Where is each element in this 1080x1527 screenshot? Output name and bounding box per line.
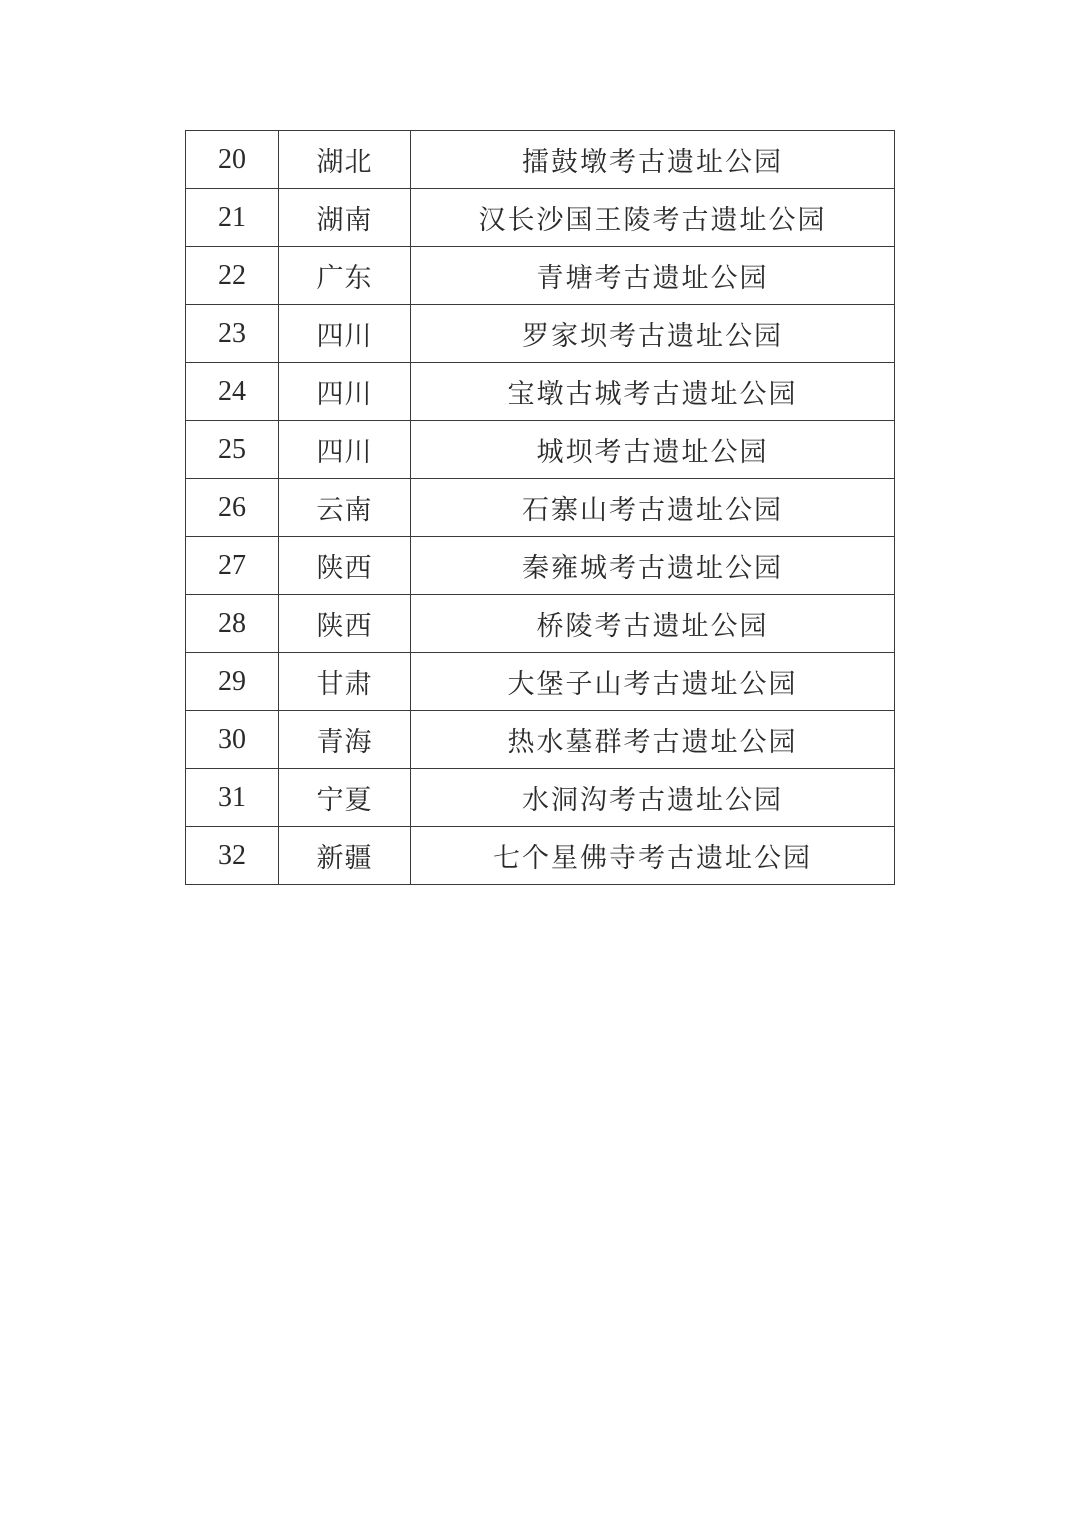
- table-row: [186, 769, 895, 827]
- province-cell: 湖南: [279, 189, 411, 247]
- park-name-cell: 宝墩古城考古遗址公园: [411, 363, 895, 421]
- park-name-cell: 汉长沙国王陵考古遗址公园: [411, 189, 895, 247]
- park-name-cell: 桥陵考古遗址公园: [411, 595, 895, 653]
- province-cell: 云南: [279, 479, 411, 537]
- province-cell: 四川: [279, 421, 411, 479]
- park-name-cell: 热水墓群考古遗址公园: [411, 711, 895, 769]
- row-number-cell: 25: [186, 421, 279, 479]
- park-name-cell: 秦雍城考古遗址公园: [411, 537, 895, 595]
- table-row: [186, 421, 895, 479]
- table-row: [186, 189, 895, 247]
- table-row: [186, 595, 895, 653]
- park-name-cell: 大堡子山考古遗址公园: [411, 653, 895, 711]
- table-body: [186, 131, 895, 885]
- table-row: [186, 479, 895, 537]
- row-number-cell: 28: [186, 595, 279, 653]
- row-number-cell: 20: [186, 131, 279, 189]
- table-row: [186, 247, 895, 305]
- park-name-cell: 城坝考古遗址公园: [411, 421, 895, 479]
- row-number-cell: 30: [186, 711, 279, 769]
- park-name-cell: 七个星佛寺考古遗址公园: [411, 827, 895, 885]
- province-cell: 四川: [279, 305, 411, 363]
- table-row: [186, 131, 895, 189]
- park-name-cell: 擂鼓墩考古遗址公园: [411, 131, 895, 189]
- park-name-cell: 罗家坝考古遗址公园: [411, 305, 895, 363]
- park-name-cell: 石寨山考古遗址公园: [411, 479, 895, 537]
- park-name-cell: 青塘考古遗址公园: [411, 247, 895, 305]
- province-cell: 甘肃: [279, 653, 411, 711]
- province-cell: 湖北: [279, 131, 411, 189]
- province-cell: 四川: [279, 363, 411, 421]
- province-cell: 陕西: [279, 595, 411, 653]
- table-row: [186, 537, 895, 595]
- province-cell: 陕西: [279, 537, 411, 595]
- row-number-cell: 24: [186, 363, 279, 421]
- province-cell: 广东: [279, 247, 411, 305]
- province-cell: 青海: [279, 711, 411, 769]
- park-list-table: [185, 130, 895, 885]
- row-number-cell: 22: [186, 247, 279, 305]
- row-number-cell: 32: [186, 827, 279, 885]
- table-row: [186, 305, 895, 363]
- row-number-cell: 23: [186, 305, 279, 363]
- row-number-cell: 27: [186, 537, 279, 595]
- row-number-cell: 26: [186, 479, 279, 537]
- table-row: [186, 363, 895, 421]
- row-number-cell: 29: [186, 653, 279, 711]
- province-cell: 宁夏: [279, 769, 411, 827]
- province-cell: 新疆: [279, 827, 411, 885]
- table-row: [186, 827, 895, 885]
- row-number-cell: 31: [186, 769, 279, 827]
- park-name-cell: 水洞沟考古遗址公园: [411, 769, 895, 827]
- table-row: [186, 653, 895, 711]
- row-number-cell: 21: [186, 189, 279, 247]
- table-row: [186, 711, 895, 769]
